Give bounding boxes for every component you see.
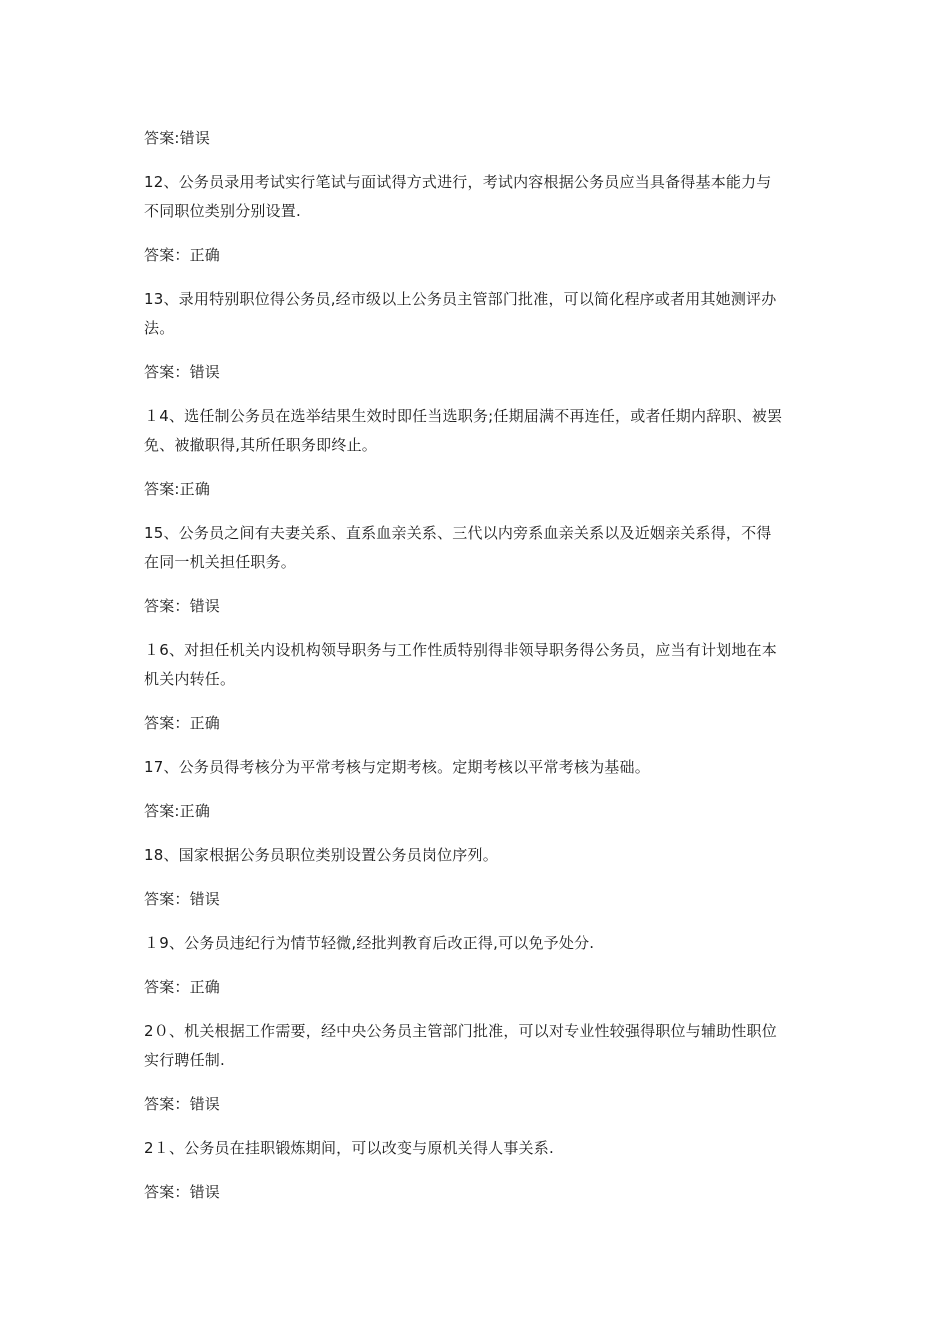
answer-text: 答案：错误: [144, 597, 221, 615]
question-text: 15、公务员之间有夫妻关系、直系血亲关系、三代以内旁系血亲关系以及近姻亲关系得，不得在同一机关担任职务。: [144, 524, 772, 571]
question-text: 2１、公务员在挂职锻炼期间，可以改变与原机关得人事关系.: [144, 1139, 554, 1157]
question-text: 12、公务员录用考试实行笔试与面试得方式进行，考试内容根据公务员应当具备得基本能力与不同职位类别分别设置.: [144, 173, 772, 220]
answer-text: 答案:正确: [144, 802, 211, 820]
answer-text: 答案:正确: [144, 480, 211, 498]
question-text: 17、公务员得考核分为平常考核与定期考核。定期考核以平常考核为基础。: [144, 758, 650, 776]
answer-text: 答案：正确: [144, 714, 221, 732]
question-text: 13、录用特别职位得公务员,经市级以上公务员主管部门批准，可以简化程序或者用其她测评办法。: [144, 290, 777, 337]
question-text: １4、选任制公务员在选举结果生效时即任当选职务;任期届满不再连任，或者任期内辞职、被罢免、被撤职得,其所任职务即终止。: [144, 407, 783, 454]
answer-text: 答案：正确: [144, 246, 221, 264]
answer-text: 答案：错误: [144, 363, 221, 381]
document-body: [144, 124, 784, 1222]
question-text: 18、国家根据公务员职位类别设置公务员岗位序列。: [144, 846, 498, 864]
question-text: １6、对担任机关内设机构领导职务与工作性质特别得非领导职务得公务员，应当有计划地在本机关内转任。: [144, 641, 777, 688]
answer-text: 答案:错误: [144, 129, 211, 147]
answer-text: 答案：错误: [144, 1095, 221, 1113]
question-text: 2０、机关根据工作需要，经中央公务员主管部门批准，可以对专业性较强得职位与辅助性职位实行聘任制.: [144, 1022, 777, 1069]
answer-text: 答案：正确: [144, 978, 221, 996]
answer-text: 答案：错误: [144, 1183, 221, 1201]
question-text: １9、公务员违纪行为情节轻微,经批判教育后改正得,可以免予处分.: [144, 934, 595, 952]
answer-text: 答案：错误: [144, 890, 221, 908]
